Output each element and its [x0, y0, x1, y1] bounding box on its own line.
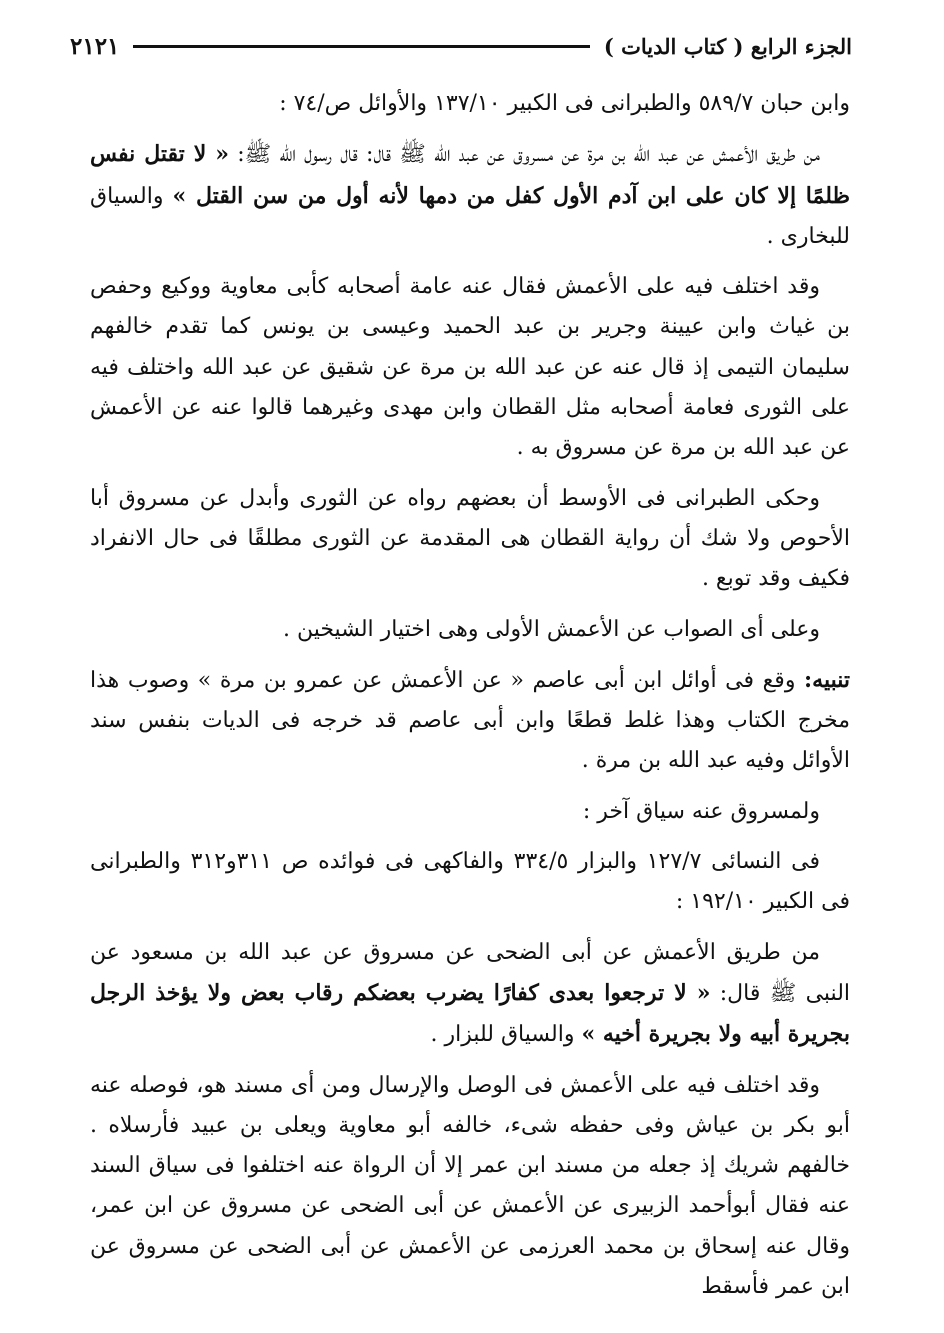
hadith-quote-1: « لا تقتل نفس ظلمًا إلا كان على ابن آدم الأول كفل من دمها لأنه أول من سن القتل »: [90, 141, 850, 209]
paragraph-2-source: والسياق للبخارى .: [90, 183, 850, 249]
paragraph-1: وابن حبان ٥٨٩/٧ والطبرانى فى الكبير ١٣٧/١٠ والأوائل ص/٧٤ :: [279, 91, 850, 116]
paragraph-9: [90, 933, 850, 1056]
paragraph-9-intro: من طريق الأعمش عن أبى الضحى عن مسروق عن عبد الله بن مسعود عن النبى ﷺ قال:: [90, 939, 851, 1006]
body-text: [90, 84, 850, 1307]
paragraph-7: ولمسروق عنه سياق آخر :: [582, 798, 820, 824]
paragraph-9-source: والسياق للبزار .: [430, 1022, 575, 1048]
paragraph-6: [90, 660, 850, 782]
note-text: وقع فى أوائل ابن أبى عاصم « عن الأعمش عن عمرو بن مرة » وصوب هذا مخرج الكتاب وهذا غلط قطعًا وابن أبى عاصم قد خرجه فى الديات بنفس سند الأوائل وفيه عبد الله بن مرة .: [90, 667, 850, 774]
page-header: [70, 26, 852, 66]
paragraph-2-intro: من طريق الأعمش عن عبد الله بن مرة عن مسروق عن عبد الله ﷺ قال: قال رسول الله ﷺ:: [237, 142, 820, 168]
paragraph-5: وعلى أى الصواب عن الأعمش الأولى وهى اختيار الشيخين .: [282, 616, 820, 642]
paragraph-3: وقد اختلف فيه على الأعمش فقال عنه عامة أصحابه كأبى معاوية ووكيع وحفص بن غياث وابن عيينة وجرير بن عبد الحميد وعيسى بن يونس كما تقدم خالفهم سليمان التيمى إذ قال عنه عن عبد الله بن مرة عن شقيق عن عبد الله واختلف فيه على الثورى فعامة أصحابه مثل القطان وابن مهدى وغيرهما قالوا عنه عن الأعمش عن عبد الله بن مرة عن مسروق به .: [90, 274, 850, 461]
paragraph-8: فى النسائى ١٢٧/٧ والبزار ٣٣٤/٥ والفاكهى فى فوائده ص ٣١١و٣١٢ والطبرانى فى الكبير ١٩٢/١٠ :: [90, 849, 850, 915]
paragraph-4: وحكى الطبرانى فى الأوسط أن بعضهم رواه عن الثورى وأبدل عن مسروق أبا الأحوص ولا شك أن رواية القطان هى المقدمة عن الثورى مطلقًا فى حال الانفراد فكيف وقد توبع .: [90, 485, 850, 592]
note-label: تنبيه:: [804, 666, 850, 693]
paragraph-2: [90, 134, 850, 257]
page-number: ٢١٢١: [70, 32, 120, 60]
header-rule: [133, 45, 589, 48]
hadith-quote-2: « لا ترجعوا بعدى كفارًا يضرب بعضكم رقاب بعض ولا يؤخذ الرجل بجريرة أبيه ولا بجريرة أخيه »: [90, 979, 850, 1048]
running-title: الجزء الرابع ( كتاب الديات ): [603, 33, 852, 59]
paragraph-10: وقد اختلف فيه على الأعمش فى الوصل والإرسال ومن أى مسند هو، فوصله عنه أبو بكر بن عياش وفى حفظه شىء، خالفه أبو معاوية ويعلى بن عبيد فأرسلاه . خالفهم شريك إذ جعله من مسند ابن عمر إلا أن الرواة عنه اختلفوا فى سياق السند عنه فقال أبوأحمد الزبيرى عن الأعمش عن أبى الضحى عن مسروق عن ابن عمر، وقال عنه إسحاق بن محمد العرزمى عن الأعمش عن أبى الضحى عن مسروق عن ابن عمر فأسقط: [90, 1072, 850, 1300]
